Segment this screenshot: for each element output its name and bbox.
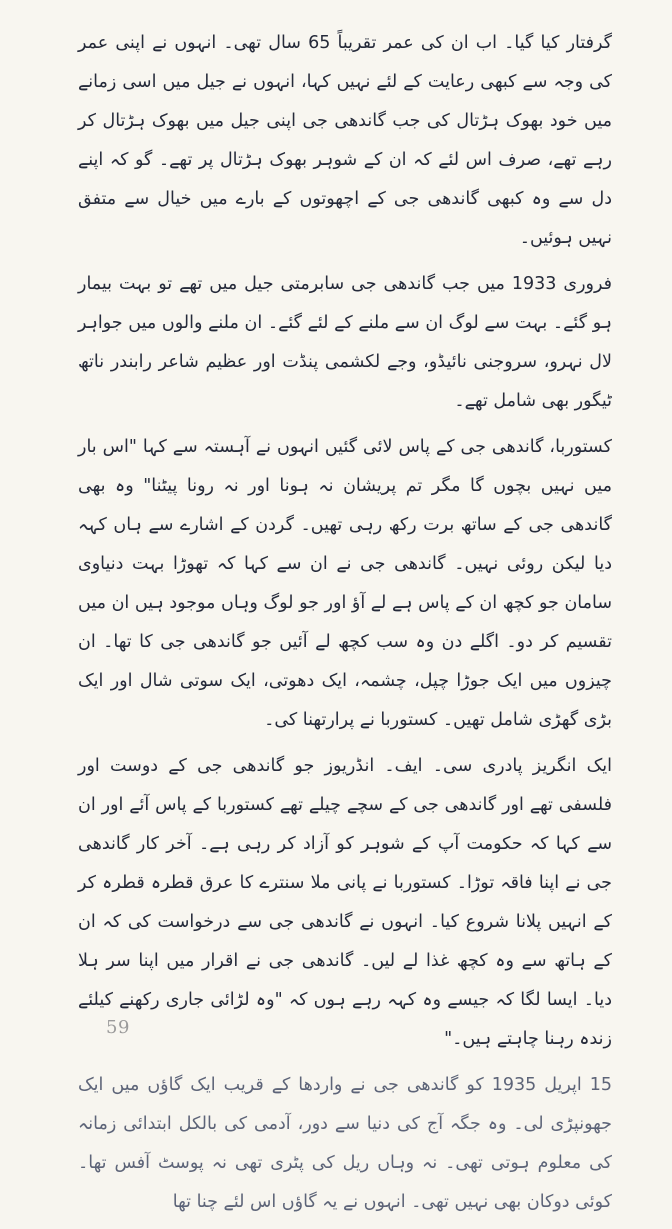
paragraph-2: فروری 1933 میں جب گاندھی جی سابرمتی جیل میں تھے تو بہت بیمار ہو گئے۔ بہت سے لوگ ان سے ملنے کے لئے گئے۔ ان ملنے والوں میں جواہر لال نہرو، سروجنی نائیڈو، وجے لکشمی پنڈت اور عظیم شاعر رابندر ناتھ ٹیگور بھی شامل تھے۔ (78, 274, 612, 411)
paragraph-3: کستوربا، گاندھی جی کے پاس لائی گئیں انہوں نے آہستہ سے کہا "اس بار میں نہیں بچوں گا مگر تم پریشان نہ ہونا اور نہ رونا پیٹنا" وہ بھی گاندھی جی کے ساتھ برت رکھ رہی تھیں۔ گردن کے اشارے سے ہاں کہہ دیا لیکن روئی نہیں۔ گاندھی جی نے ان سے کہا کہ تھوڑا بہت دنیاوی سامان جو کچھ ان کے پاس ہے لے آؤ اور جو لوگ وہاں موجود ہیں ان میں تقسیم کر دو۔ اگلے دن وہ سب کچھ لے آئیں جو گاندھی جی کا تھا۔ ان چیزوں میں ایک جوڑا چپل، چشمہ، ایک دھوتی، ایک سوتی شال اور ایک بڑی گھڑی شامل تھیں۔ کستوربا نے پرارتھنا کی۔ (78, 437, 612, 730)
paragraph-1: گرفتار کیا گیا۔ اب ان کی عمر تقریباً 65 سال تھی۔ انہوں نے اپنی عمر کی وجہ سے کبھی رعایت کے لئے نہیں کہا، انہوں نے جیل میں اسی زمانے میں خود بھوک ہڑتال کی جب گاندھی جی اپنی جیل میں بھوک ہڑتال کر رہے تھے، صرف اس لئے کہ ان کے شوہر بھوک ہڑتال پر تھے۔ گو کہ اپنے دل سے وہ کبھی گاندھی جی کے اچھوتوں کے بارے میں خیال سے متفق نہیں ہوئیں۔ (78, 33, 612, 248)
paragraph-5: 15 اپریل 1935 کو گاندھی جی نے واردھا کے قریب ایک گاؤں میں ایک جھونپڑی لی۔ وہ جگہ آج کی دنیا سے دور، آدمی کی بالکل ابتدائی زمانہ کی معلوم ہوتی تھی۔ نہ وہاں ریل کی پٹری تھی نہ پوسٹ آفس تھا۔ کوئی دوکان بھی نہیں تھی۔ انہوں نے یہ گاؤں اس لئے چنا تھا (78, 1075, 612, 1212)
paragraph-4: ایک انگریز پادری سی۔ ایف۔ انڈریوز جو گاندھی جی کے دوست اور فلسفی تھے اور گاندھی جی کے سچے چیلے تھے کستوربا کے پاس آئے اور ان سے کہا کہ حکومت آپ کے شوہر کو آزاد کر رہی ہے۔ آخر کار گاندھی جی نے اپنا فاقہ توڑا۔ کستوربا نے پانی ملا سنترے کا عرق قطرہ قطرہ کر کے انہیں پلانا شروع کیا۔ انہوں نے گاندھی جی سے درخواست کی کہ ان کے ہاتھ سے وہ کچھ غذا لے لیں۔ گاندھی جی نے اقرار میں اپنا سر ہلا دیا۔ ایسا لگا کہ جیسے وہ کہہ رہے ہوں کہ "وہ لڑائی جاری رکھنے کیلئے زندہ رہنا چاہتے ہیں۔" (78, 756, 612, 1049)
page-number: 59 (106, 1017, 130, 1038)
body-text (78, 24, 612, 1229)
